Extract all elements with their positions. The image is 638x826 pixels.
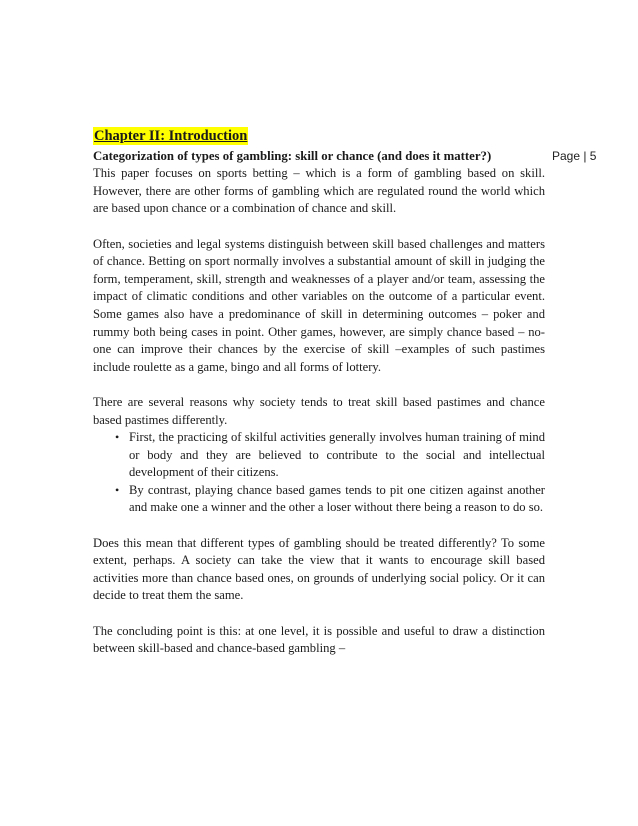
- paragraph-5: The concluding point is this: at one level, it is possible and useful to draw a distinction between skill-based and chance-based gambling –: [93, 623, 545, 656]
- paragraph-gap: [93, 517, 545, 535]
- bullet-icon: •: [115, 482, 120, 497]
- bullet-item: [115, 429, 545, 482]
- paragraph-gap: [93, 605, 545, 623]
- paragraph-gap: [93, 218, 545, 236]
- chapter-title: Chapter II: Introduction: [94, 128, 248, 144]
- page-number-label: Page | 5: [552, 149, 597, 163]
- bullet-text: First, the practicing of skilful activities generally involves human training of mind or body and they are believed to contribute to the social and intellectual development of their citizens.: [129, 430, 545, 480]
- paragraph-1: This paper focuses on sports betting – which is a form of gambling based on skill. However, there are other forms of gambling which are regulated round the world which are based upon chance or a combination of chance and skill.: [93, 166, 545, 216]
- paragraph-3: There are several reasons why society tends to treat skill based pastimes and chance based pastimes differently.: [93, 394, 545, 427]
- document-body: [93, 127, 545, 658]
- bullet-text: By contrast, playing chance based games tends to pit one citizen against another and make one a winner and the other a loser without there being a reason to do so.: [129, 482, 545, 515]
- paragraph-4: Does this mean that different types of gambling should be treated differently? To some extent, perhaps. A society can take the view that it wants to encourage skill based activities more than chance based ones, on grounds of underlying social policy. Or it can decide to treat them the same.: [93, 535, 545, 603]
- paragraph-gap: [93, 376, 545, 394]
- paragraph-2: Often, societies and legal systems distinguish between skill based challenges and matters of chance. Betting on sport normally involves a substantial amount of skill in judging the form, temperament, skill, strength and weaknesses of a player and/or team, assessing the impact of climatic conditions and other variables on the outcome of a particular event. Some games also have a predominance of skill in determining outcomes – poker and rummy both being cases in point. Other games, however, are simply chance based – no-one can improve their chances by the exercise of skill –examples of such pastimes include roulette as a game, bingo and all forms of lottery.: [93, 236, 545, 374]
- bullet-icon: •: [115, 430, 120, 445]
- bullet-item: [115, 482, 545, 517]
- bullet-list: [93, 429, 545, 517]
- section-heading: Categorization of types of gambling: skill or chance (and does it matter?): [93, 148, 492, 163]
